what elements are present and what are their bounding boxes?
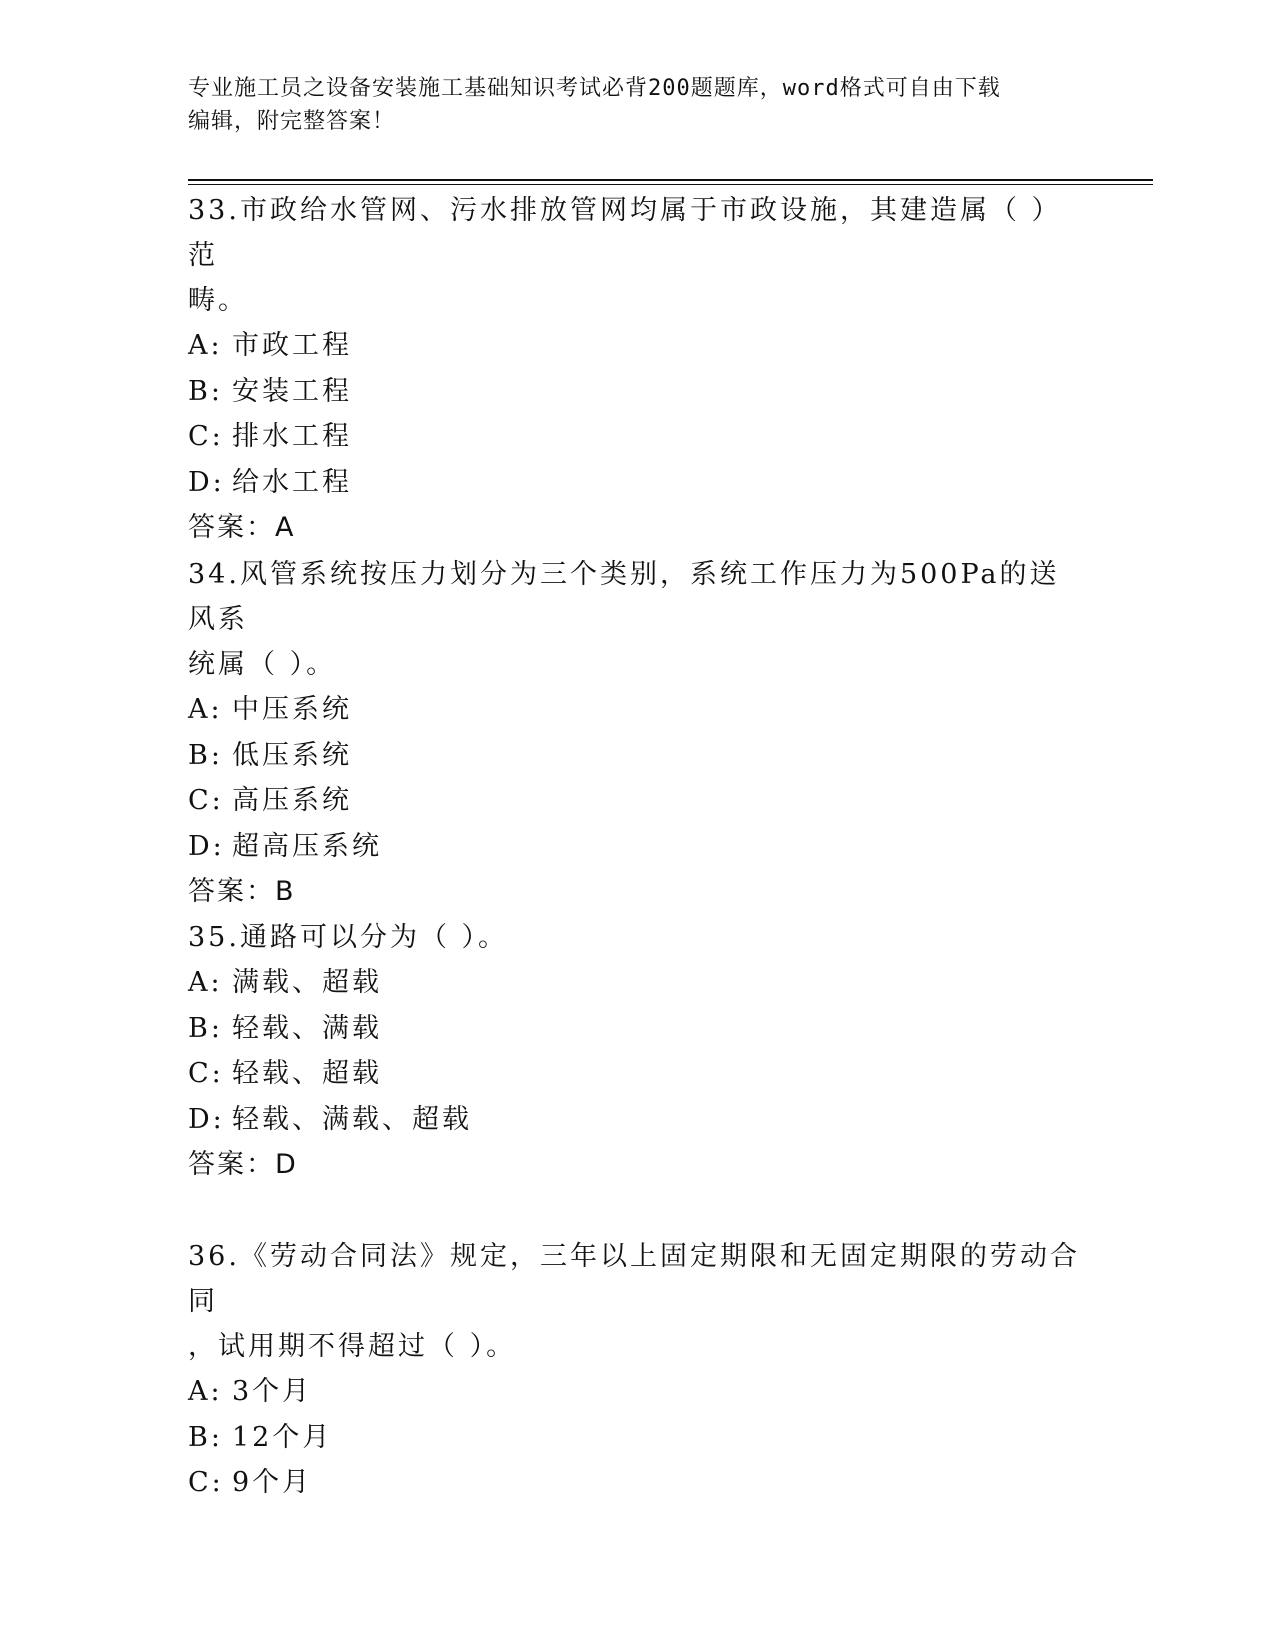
option-text: 市政工程 [232,330,352,361]
option-c [188,778,1088,824]
question-stem: 36.《劳动合同法》规定，三年以上固定期限和无固定期限的劳动合同 [188,1241,1080,1317]
question-36 [188,1234,1088,1506]
question-stem: 34.风管系统按压力划分为三个类别，系统工作压力为500Pa的送风系 [188,559,1060,635]
question-33 [188,188,1088,551]
option-letter: D: [188,466,225,498]
option-b [188,1415,1088,1461]
option-letter: B: [188,1421,223,1453]
option-c [188,414,1088,460]
option-text: 超高压系统 [232,830,382,862]
option-text: 轻载、超载 [232,1058,382,1089]
question-stem-continued: ，试用期不得超过（ ）。 [188,1331,517,1362]
option-letter: B: [188,1012,223,1044]
option-text: 安装工程 [232,375,352,407]
question-stem-continued: 畴。 [188,285,248,316]
option-letter: A: [188,330,223,361]
option-text: 中压系统 [232,694,352,725]
option-a [188,687,1088,733]
option-text: 3个月 [232,1376,313,1407]
option-d [188,1097,1088,1143]
option-a [188,1369,1088,1415]
answer-line: 答案：D [188,1149,298,1180]
option-letter: C: [188,785,224,816]
option-text: 轻载、满载 [232,1012,382,1044]
option-letter: C: [188,1467,224,1498]
option-text: 轻载、满载、超载 [232,1103,472,1135]
option-d [188,460,1088,506]
document-header [188,72,1068,138]
option-letter: A: [188,694,223,725]
answer-line: 答案：A [188,512,296,543]
option-letter: C: [188,1058,224,1089]
option-letter: B: [188,375,223,407]
question-stem-continued: 统属（ ）。 [188,649,337,680]
header-rule-thick [188,179,1153,181]
option-text: 高压系统 [232,785,352,816]
option-d [188,824,1088,870]
question-stem: 35.通路可以分为（ ）。 [188,922,509,953]
header-line-2: 编辑，附完整答案！ [188,109,396,134]
option-text: 排水工程 [232,421,352,452]
option-text: 12个月 [232,1421,333,1453]
question-35 [188,915,1088,1188]
option-a [188,960,1088,1006]
option-letter: D: [188,1103,225,1135]
header-rule-thin [188,184,1153,185]
option-text: 低压系统 [232,739,352,771]
option-c [188,1460,1088,1506]
option-letter: A: [188,1376,223,1407]
option-b [188,1006,1088,1052]
option-letter: B: [188,739,223,771]
question-34 [188,552,1088,915]
header-line-1: 专业施工员之设备安装施工基础知识考试必背200题题库，word格式可自由下载 [188,76,1001,101]
option-text: 给水工程 [232,466,352,498]
option-b [188,733,1088,779]
option-text: 9个月 [232,1467,313,1498]
option-letter: C: [188,421,224,452]
option-c [188,1051,1088,1097]
option-letter: A: [188,967,223,998]
option-text: 满载、超载 [232,967,382,998]
answer-line: 答案：B [188,876,296,907]
option-b [188,369,1088,415]
option-letter: D: [188,830,225,862]
option-a [188,323,1088,369]
question-stem: 33.市政给水管网、污水排放管网均属于市政设施，其建造属（ ）范 [188,195,1062,271]
